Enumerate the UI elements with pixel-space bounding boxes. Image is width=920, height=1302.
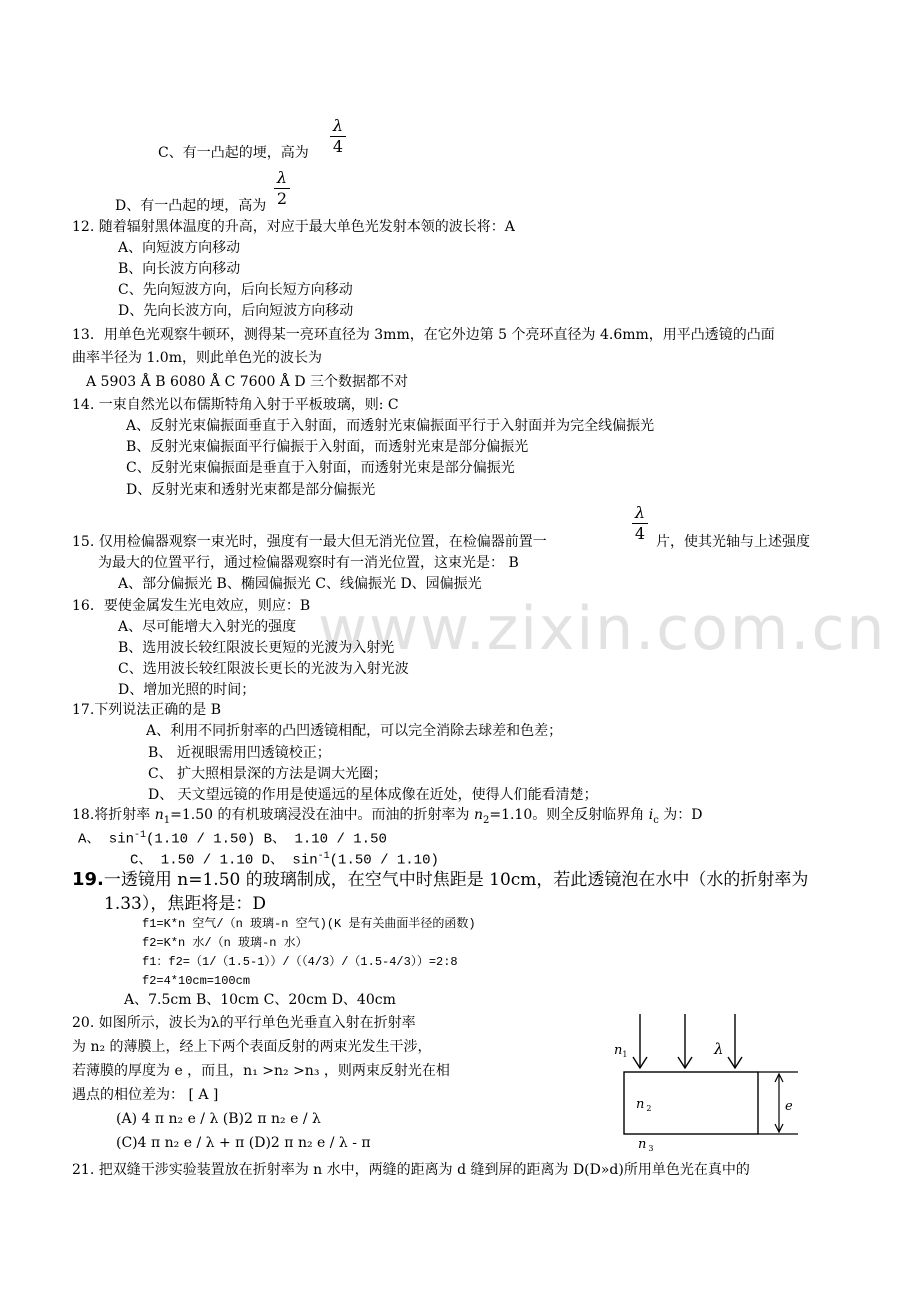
symbol-i: i	[648, 807, 654, 823]
subscript: c	[653, 814, 659, 826]
question-14-option: D、反射光束和透射光束都是部分偏振光	[126, 482, 376, 498]
question-16-option: D、增加光照的时间；	[118, 682, 256, 698]
label-n3: n $_3$	[638, 1137, 654, 1153]
subscript: 1	[163, 814, 171, 826]
thickness-arrow	[775, 1074, 783, 1132]
superscript: -1	[134, 830, 147, 841]
question-19-options: A、7.5cm B、10cm C、20cm D、40cm	[124, 992, 396, 1008]
question-19-stem-2: 1.33），焦距将是：D	[104, 894, 266, 914]
question-16-option: A、尽可能增大入射光的强度	[118, 619, 297, 635]
fraction-numerator: λ	[634, 503, 646, 522]
symbol-n: n	[154, 807, 164, 823]
question-16-option: B、选用波长较红限波长更短的光波为入射光	[118, 640, 395, 656]
question-15-stem-a: 15. 仅用检偏器观察一束光时，强度有一最大但无消光位置，在检偏器前置一	[72, 534, 547, 550]
question-12-option: D、先向长波方向，后向短波方向移动	[118, 303, 354, 319]
question-20-options-ab: (A) 4 π n₂ e / λ (B)2 π n₂ e / λ	[116, 1111, 321, 1127]
question-21-stem: 21. 把双缝干涉实验装置放在折射率为 n 水中，两缝的距离为 d 缝到屏的距离为 D(D»d)所用单色光在真中的	[72, 1162, 750, 1178]
question-12-option: A、向短波方向移动	[118, 240, 241, 256]
fraction-numerator: λ	[332, 116, 344, 135]
question-20-line: 为 n₂ 的薄膜上，经上下两个表面反射的两束光发生干涉，	[72, 1039, 432, 1055]
question-16-stem: 16．要使金属发生光电效应，则应：B	[72, 598, 311, 614]
question-19-work: f2=K*n 水/（n 玻璃-n 水）	[142, 936, 308, 950]
option-d-text: (1.50 / 1.10)	[329, 852, 439, 869]
fraction-numerator: λ	[276, 168, 288, 187]
label-n2: n $_2$	[636, 1097, 652, 1113]
stem-text: 为：D	[658, 807, 703, 823]
thin-film-diagram	[600, 1012, 820, 1153]
question-20-options-cd: (C)4 π n₂ e / λ + π (D)2 π n₂ e / λ - π	[116, 1135, 371, 1151]
question-17-option: B、 近视眼需用凹透镜校正；	[148, 745, 331, 761]
question-12-option: B、向长波方向移动	[118, 261, 241, 277]
label-n1: $n_1$	[614, 1043, 628, 1059]
option-d-line: D、有一凸起的埂，高为	[115, 198, 267, 214]
question-15-stem-b: 片，使其光轴与上述强度	[656, 534, 810, 550]
stem-text: =1.50 的有机玻璃浸没在油中。而油的折射率为	[170, 807, 474, 823]
question-16-option: C、选用波长较红限波长更长的光波为入射光波	[118, 661, 409, 677]
label-e: e	[785, 1099, 793, 1114]
question-19-work: f2=4*10cm=100cm	[142, 974, 251, 988]
subscript: 2	[482, 814, 490, 826]
fraction-denominator: 4	[634, 524, 646, 543]
option-ab-text: (1.10 / 1.50) B、 1.10 / 1.50	[146, 831, 387, 848]
fraction-denominator: 2	[276, 189, 288, 208]
fraction-lambda-over-2	[274, 169, 290, 208]
question-15-stem-2: 为最大的位置平行，通过检偏器观察时有一消光位置，这束光是： B	[98, 555, 519, 571]
question-14-option: C、反射光束偏振面是垂直于入射面，而透射光束是部分偏振光	[126, 460, 515, 476]
stem-text: =1.10。则全反射临界角	[489, 807, 649, 823]
incident-light-arrows	[633, 1014, 742, 1068]
stem-text: 一透镜用 n=1.50 的玻璃制成，在空气中时焦距是 10cm，若此透镜泡在水中（水的折射率为	[103, 870, 809, 890]
question-13-stem: 13．用单色光观察牛顿环，测得某一亮环直径为 3mm，在它外边第 5 个亮环直径为 4.6mm，用平凸透镜的凸面	[72, 327, 775, 343]
question-13-stem-2: 曲率半径为 1.0m，则此单色光的波长为	[72, 350, 322, 366]
question-17-option: A、利用不同折射率的凸凹透镜相配，可以完全消除去球差和色差；	[146, 723, 563, 739]
question-20-line: 若薄膜的厚度为 e ，而且，n₁ >n₂ >n₃ ，则两束反射光在相	[72, 1063, 450, 1079]
question-12-stem: 12. 随着辐射黑体温度的升高，对应于最大单色光发射本领的波长将：A	[72, 219, 515, 235]
question-19-work: f1：f2=（1/（1.5-1））/（（4/3）/（1.5-4/3））=2:8	[142, 955, 458, 969]
fraction-lambda-over-4	[632, 504, 648, 543]
question-19-work: f1=K*n 空气/（n 玻璃-n 空气)(K 是有关曲面半径的函数)	[142, 917, 476, 931]
question-17-option: D、 天文望远镜的作用是使遥远的星体成像在近处，使得人们能看清楚；	[148, 787, 598, 803]
question-13-options: A 5903 Å B 6080 Å C 7600 Å D 三个数据都不对	[86, 374, 409, 390]
question-14-option: A、反射光束偏振面垂直于入射面，而透射光束偏振面平行于入射面并为完全线偏振光	[126, 418, 655, 434]
fraction-lambda-over-4	[330, 117, 346, 156]
question-20-line: 遇点的相位差为： [ A ]	[72, 1087, 219, 1103]
watermark: www.zixin.com.cn	[318, 594, 887, 664]
fraction-denominator: 4	[332, 137, 344, 156]
symbol-n: n	[473, 807, 483, 823]
stem-text: 18.将折射率	[72, 807, 155, 823]
question-17-option: C、 扩大照相景深的方法是调大光圈；	[148, 766, 388, 782]
label-lambda: λ	[714, 1040, 724, 1058]
question-17-stem: 17.下列说法正确的是 B	[72, 702, 222, 718]
question-number: 19.	[72, 869, 104, 890]
option-a-text: A、 sin	[78, 831, 135, 848]
option-c-line: C、有一凸起的埂，高为	[158, 145, 309, 161]
question-20-line: 20. 如图所示，波长为λ的平行单色光垂直入射在折射率	[72, 1015, 416, 1031]
question-14-option: B、反射光束偏振面平行偏振于入射面，而透射光束是部分偏振光	[126, 439, 529, 455]
superscript: -1	[317, 851, 330, 862]
question-14-stem: 14. 一束自然光以布儒斯特角入射于平板玻璃，则: C	[72, 397, 399, 413]
question-15-options: A、部分偏振光 B、椭园偏振光 C、线偏振光 D、园偏振光	[118, 576, 482, 592]
option-cd-text: C、 1.50 / 1.10 D、 sin	[130, 852, 318, 869]
question-19-stem	[72, 868, 808, 892]
question-12-option: C、先向短波方向，后向长短方向移动	[118, 282, 353, 298]
